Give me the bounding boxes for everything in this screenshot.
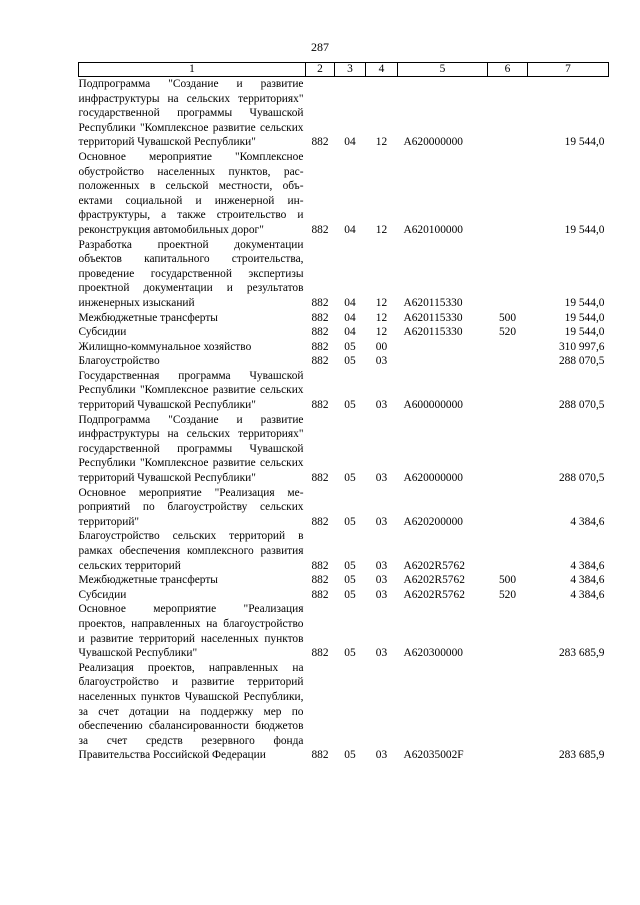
cell-name: Основное мероприятие "Реализация проектов, направленных на благоустройство и развитие территорий населенных пунктов Чувашской Республики" bbox=[78, 603, 304, 660]
cell-admin: 882 bbox=[311, 588, 329, 601]
cell-type bbox=[488, 340, 528, 355]
cell-section: 05 bbox=[344, 749, 356, 762]
cell-amount: 288 070,5 bbox=[558, 399, 605, 412]
cell-type bbox=[488, 661, 528, 763]
cell-amount: 288 070,5 bbox=[558, 355, 605, 368]
table-row bbox=[79, 369, 609, 413]
table-row bbox=[79, 150, 609, 238]
cell-name: Основное мероприятие "Комплексное обустройство населенных пунктов, расположенных в сельской местности, объектами социальной и инженерной инфраструктуры, а также строительство и реконструкция автомобильных дорог" bbox=[78, 150, 304, 236]
cell-subsection: 03 bbox=[375, 399, 388, 412]
cell-name: Подпрограмма "Создание и развитие инфраструктуры на сельских территориях" государственной программы Чувашской Республики "Комплексное развитие сельских территорий Чувашской Республики" bbox=[78, 78, 304, 149]
cell-type bbox=[488, 529, 528, 573]
cell-name: Межбюджетные трансферты bbox=[78, 311, 218, 324]
cell-type: 520 bbox=[498, 588, 517, 601]
cell-target: A620115330 bbox=[403, 326, 463, 339]
cell-target: A620115330 bbox=[403, 296, 463, 309]
cell-admin: 882 bbox=[311, 399, 329, 412]
cell-admin: 882 bbox=[311, 340, 329, 353]
cell-type bbox=[488, 369, 528, 413]
cell-target: A620100000 bbox=[403, 223, 463, 236]
cell-target bbox=[398, 354, 488, 369]
cell-amount: 4 384,6 bbox=[570, 588, 605, 601]
cell-section: 05 bbox=[344, 588, 356, 601]
cell-target: A620200000 bbox=[403, 515, 463, 528]
cell-target bbox=[398, 340, 488, 355]
cell-target: A620300000 bbox=[403, 647, 463, 660]
page-number: 287 bbox=[311, 40, 329, 54]
cell-subsection: 03 bbox=[375, 749, 388, 762]
cell-subsection: 03 bbox=[375, 559, 388, 572]
table-header bbox=[79, 63, 609, 77]
cell-admin: 882 bbox=[311, 223, 329, 236]
table-row bbox=[79, 77, 609, 150]
table-row bbox=[79, 413, 609, 486]
cell-admin: 882 bbox=[311, 355, 329, 368]
cell-target: A6202R5762 bbox=[403, 559, 465, 572]
table-row bbox=[79, 340, 609, 355]
cell-amount: 4 384,6 bbox=[570, 559, 605, 572]
cell-subsection: 03 bbox=[375, 647, 388, 660]
cell-section: 04 bbox=[344, 326, 356, 339]
cell-subsection: 12 bbox=[375, 223, 388, 236]
cell-section: 05 bbox=[344, 574, 356, 587]
cell-target: A620000000 bbox=[403, 472, 463, 485]
cell-name: Благоустройство bbox=[78, 355, 160, 368]
cell-admin: 882 bbox=[311, 311, 329, 324]
cell-target: A6202R5762 bbox=[403, 588, 465, 601]
header-subsection: 4 bbox=[366, 63, 398, 77]
cell-name: Субсидии bbox=[78, 588, 127, 601]
cell-type bbox=[488, 238, 528, 311]
table-row bbox=[79, 311, 609, 326]
cell-type bbox=[488, 486, 528, 530]
table-row bbox=[79, 325, 609, 340]
cell-section: 05 bbox=[344, 355, 356, 368]
header-section: 3 bbox=[335, 63, 366, 77]
cell-admin: 882 bbox=[311, 326, 329, 339]
cell-type bbox=[488, 602, 528, 660]
cell-name: Межбюджетные трансферты bbox=[78, 574, 218, 587]
cell-admin: 882 bbox=[311, 647, 329, 660]
cell-type bbox=[488, 150, 528, 238]
cell-amount: 283 685,9 bbox=[558, 647, 605, 660]
cell-type bbox=[488, 77, 528, 150]
cell-admin: 882 bbox=[311, 136, 329, 149]
cell-amount: 19 544,0 bbox=[564, 311, 605, 324]
cell-section: 04 bbox=[344, 311, 356, 324]
header-admin: 2 bbox=[306, 63, 335, 77]
table-row bbox=[79, 573, 609, 588]
cell-amount: 288 070,5 bbox=[558, 472, 605, 485]
cell-amount: 19 544,0 bbox=[564, 326, 605, 339]
budget-table bbox=[78, 62, 609, 763]
cell-target: A6202R5762 bbox=[403, 574, 465, 587]
cell-name: Государственная программа Чувашской Республики "Комплексное развитие сельских территорий Чувашской Республики" bbox=[78, 369, 304, 412]
table-row bbox=[79, 588, 609, 603]
cell-section: 04 bbox=[344, 136, 356, 149]
cell-subsection: 03 bbox=[375, 472, 388, 485]
cell-target: A62035002F bbox=[403, 749, 464, 762]
cell-subsection: 12 bbox=[375, 136, 388, 149]
cell-section: 04 bbox=[344, 223, 356, 236]
cell-target: A600000000 bbox=[403, 399, 463, 412]
table-body bbox=[79, 77, 609, 763]
cell-type: 500 bbox=[498, 311, 517, 324]
cell-admin: 882 bbox=[311, 559, 329, 572]
cell-section: 05 bbox=[344, 559, 356, 572]
table-row bbox=[79, 602, 609, 660]
cell-section: 05 bbox=[344, 340, 356, 353]
cell-section: 05 bbox=[344, 472, 356, 485]
table-row bbox=[79, 486, 609, 530]
cell-admin: 882 bbox=[311, 574, 329, 587]
cell-type bbox=[488, 413, 528, 486]
table-row bbox=[79, 354, 609, 369]
cell-amount: 4 384,6 bbox=[570, 515, 605, 528]
cell-subsection: 00 bbox=[375, 340, 388, 353]
table-row bbox=[79, 661, 609, 763]
cell-section: 04 bbox=[344, 296, 356, 309]
cell-section: 05 bbox=[344, 399, 356, 412]
cell-type: 520 bbox=[498, 326, 517, 339]
table-row bbox=[79, 238, 609, 311]
cell-type bbox=[488, 354, 528, 369]
header-name: 1 bbox=[79, 63, 306, 77]
cell-name: Субсидии bbox=[78, 326, 127, 339]
cell-amount: 19 544,0 bbox=[564, 296, 605, 309]
header-target: 5 bbox=[398, 63, 488, 77]
cell-subsection: 12 bbox=[375, 296, 388, 309]
cell-section: 05 bbox=[344, 515, 356, 528]
cell-admin: 882 bbox=[311, 472, 329, 485]
table-row bbox=[79, 529, 609, 573]
cell-subsection: 12 bbox=[375, 311, 388, 324]
cell-amount: 4 384,6 bbox=[570, 574, 605, 587]
cell-subsection: 03 bbox=[375, 588, 388, 601]
cell-amount: 310 997,6 bbox=[558, 340, 605, 353]
cell-name: Благоустройство сельских территорий в рамках обеспечения комплексного развития сельских территорий bbox=[78, 530, 304, 572]
header-row bbox=[79, 63, 609, 77]
cell-target: A620000000 bbox=[403, 136, 463, 149]
cell-name: Жилищно-коммунальное хозяйство bbox=[78, 340, 252, 353]
cell-amount: 19 544,0 bbox=[564, 136, 605, 149]
cell-subsection: 03 bbox=[375, 574, 388, 587]
cell-subsection: 12 bbox=[375, 326, 388, 339]
cell-amount: 19 544,0 bbox=[564, 223, 605, 236]
cell-section: 05 bbox=[344, 647, 356, 660]
cell-admin: 882 bbox=[311, 515, 329, 528]
cell-name: Разработка проектной документации объектов капитального строительства, проведение государственной экспертизы проектной документации и результатов инженерных изысканий bbox=[78, 238, 304, 309]
cell-subsection: 03 bbox=[375, 515, 388, 528]
header-type: 6 bbox=[488, 63, 528, 77]
cell-name: Подпрограмма "Создание и развитие инфраструктуры на сельских территориях" государственной программы Чувашской Республики "Комплексное развитие сельских территорий Чувашской Республики" bbox=[78, 413, 304, 485]
cell-subsection: 03 bbox=[375, 355, 388, 368]
cell-admin: 882 bbox=[311, 296, 329, 309]
cell-amount: 283 685,9 bbox=[558, 749, 605, 762]
cell-target: A620115330 bbox=[403, 311, 463, 324]
cell-name: Реализация проектов, направленных на благоустройство и развитие территорий населенных пунктов Чувашской Республики, за счет дотации на поддержку мер по обеспечению сбалансированности бюджетов за счет средств резервного фонда Правительства Российской Федерации bbox=[78, 661, 304, 762]
cell-admin: 882 bbox=[311, 749, 329, 762]
cell-type: 500 bbox=[498, 574, 517, 587]
cell-name: Основное мероприятие "Реализация мероприятий по благоустройству сельских территорий" bbox=[78, 486, 304, 528]
header-amount: 7 bbox=[528, 63, 609, 77]
